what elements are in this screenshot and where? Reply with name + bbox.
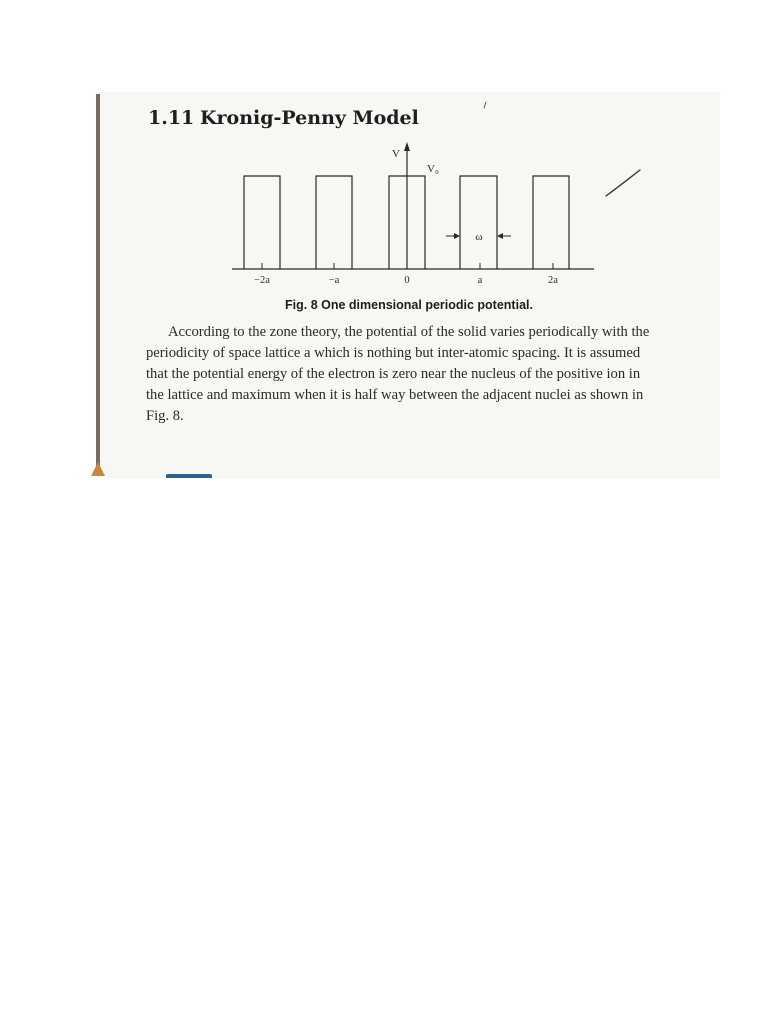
- potential-barrier: [316, 176, 352, 269]
- barrier-height-label: V₀: [427, 163, 439, 175]
- v-axis-arrowhead: [404, 142, 410, 151]
- paragraph-line: Fig. 8.: [146, 408, 184, 424]
- tick-label: a: [477, 275, 483, 286]
- figure-caption: Fig. 8 One dimensional periodic potential.: [285, 298, 533, 312]
- page-tab-marker: [91, 462, 105, 476]
- section-title: Kronig-Penny Model: [200, 107, 419, 129]
- blue-ink-mark: [166, 474, 212, 478]
- section-number: 1.11: [148, 107, 195, 129]
- periodic-potential-figure: [0, 0, 768, 300]
- body-paragraph: [146, 322, 688, 427]
- paragraph-line: periodicity of space lattice a which is nothing but inter-atomic spacing. It is assumed: [146, 345, 641, 361]
- paragraph-line: the lattice and maximum when it is half way between the adjacent nuclei as shown in: [146, 387, 644, 403]
- pen-stroke-mark: [606, 170, 640, 196]
- tick-label: 0: [404, 275, 410, 286]
- potential-barrier: [460, 176, 497, 269]
- pen-dot-mark: [484, 102, 486, 108]
- potential-barrier: [244, 176, 280, 269]
- width-arrowhead-right: [497, 233, 503, 239]
- paragraph-line: According to the zone theory, the potential of the solid varies periodically with the: [168, 324, 650, 340]
- v-axis-label: V: [392, 148, 400, 160]
- width-arrowhead-left: [454, 233, 460, 239]
- tick-label: −2a: [254, 275, 270, 286]
- barrier-width-label: ω: [475, 231, 483, 243]
- tick-label: −a: [328, 275, 340, 286]
- potential-barrier: [533, 176, 569, 269]
- paragraph-line: that the potential energy of the electron is zero near the nucleus of the positive ion in: [146, 366, 641, 382]
- tick-label: 2a: [548, 275, 558, 286]
